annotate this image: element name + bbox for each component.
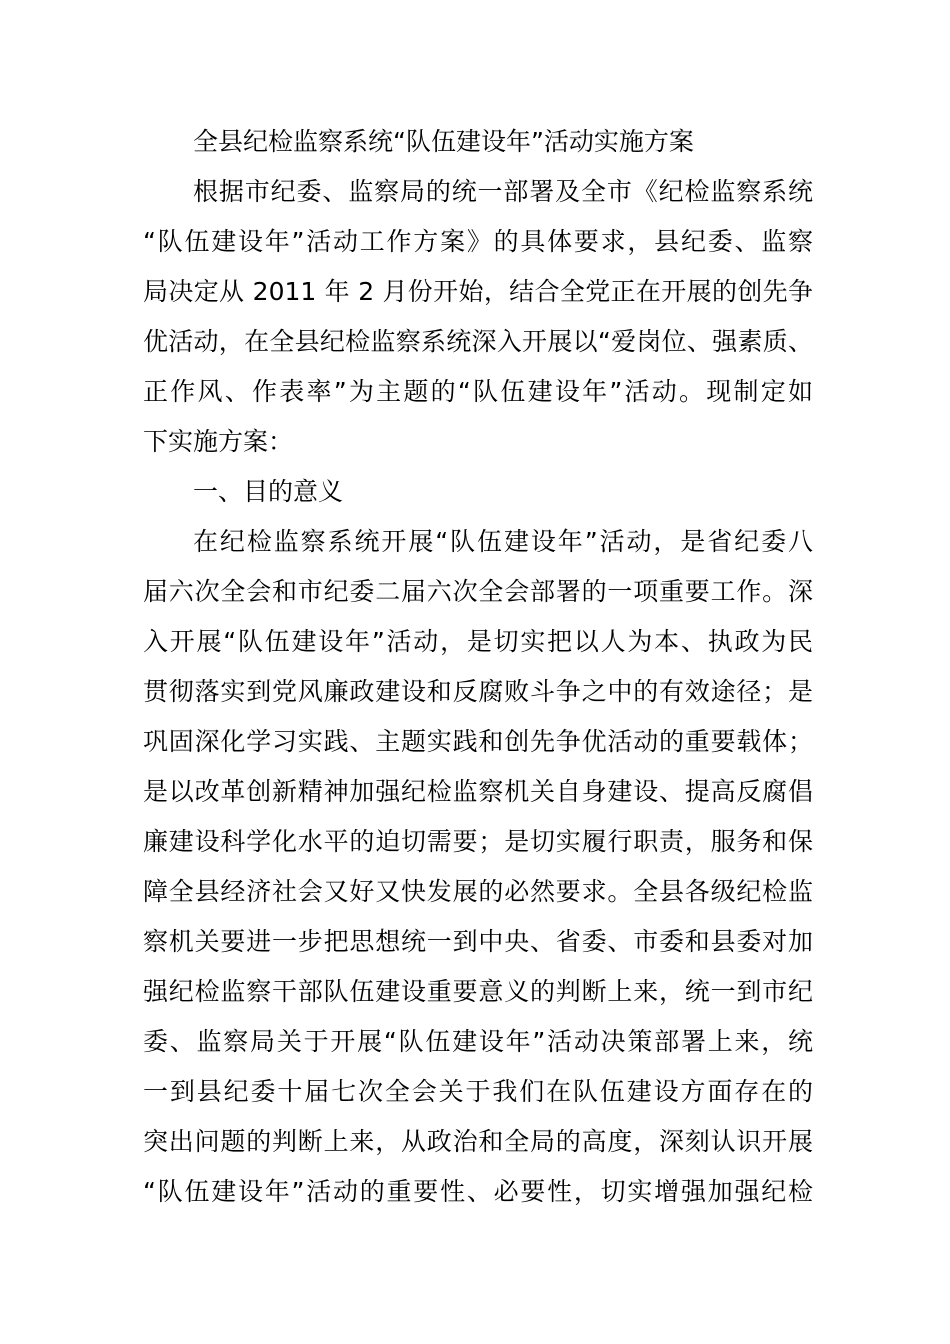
paragraph-line: 障全县经济社会又好又快发展的必然要求。全县各级纪检监 [143, 877, 813, 906]
paragraph-line: 察机关要进一步把思想统一到中央、省委、市委和县委对加 [143, 927, 813, 956]
paragraph-line: “队伍建设年”活动的重要性、必要性，切实增强加强纪检 [143, 1177, 813, 1206]
paragraph-line: 强纪检监察干部队伍建设重要意义的判断上来，统一到市纪 [143, 977, 813, 1006]
paragraph-line: 下实施方案： [143, 427, 294, 456]
paragraph-line: 是以改革创新精神加强纪检监察机关自身建设、提高反腐倡 [143, 777, 813, 806]
paragraph-line: 巩固深化学习实践、主题实践和创先争优活动的重要载体； [143, 727, 813, 756]
paragraph-line: 届六次全会和市纪委二届六次全会部署的一项重要工作。深 [143, 577, 813, 606]
paragraph-line: “队伍建设年”活动工作方案》的具体要求，县纪委、监察 [143, 227, 813, 256]
paragraph-line: 优活动，在全县纪检监察系统深入开展以“爱岗位、强素质、 [143, 327, 813, 356]
paragraph-line: 入开展“队伍建设年”活动，是切实把以人为本、执政为民 [143, 627, 813, 656]
section-heading: 一、目的意义 [193, 477, 344, 506]
paragraph-line: 突出问题的判断上来，从政治和全局的高度，深刻认识开展 [143, 1127, 813, 1156]
paragraph-line: 委、监察局关于开展“队伍建设年”活动决策部署上来，统 [143, 1027, 813, 1056]
paragraph-line: 正作风、作表率”为主题的“队伍建设年”活动。现制定如 [143, 377, 813, 406]
document-title: 全县纪检监察系统“队伍建设年”活动实施方案 [193, 127, 694, 156]
paragraph-line: 在纪检监察系统开展“队伍建设年”活动，是省纪委八 [193, 527, 813, 556]
paragraph-line: 一到县纪委十届七次全会关于我们在队伍建设方面存在的 [143, 1077, 813, 1106]
paragraph-line: 贯彻落实到党风廉政建设和反腐败斗争之中的有效途径；是 [143, 677, 813, 706]
paragraph-line: 局决定从 2011 年 2 月份开始，结合全党正在开展的创先争 [143, 277, 813, 306]
paragraph-line: 廉建设科学化水平的迫切需要；是切实履行职责，服务和保 [143, 827, 813, 856]
paragraph-line: 根据市纪委、监察局的统一部署及全市《纪检监察系统 [193, 177, 813, 206]
